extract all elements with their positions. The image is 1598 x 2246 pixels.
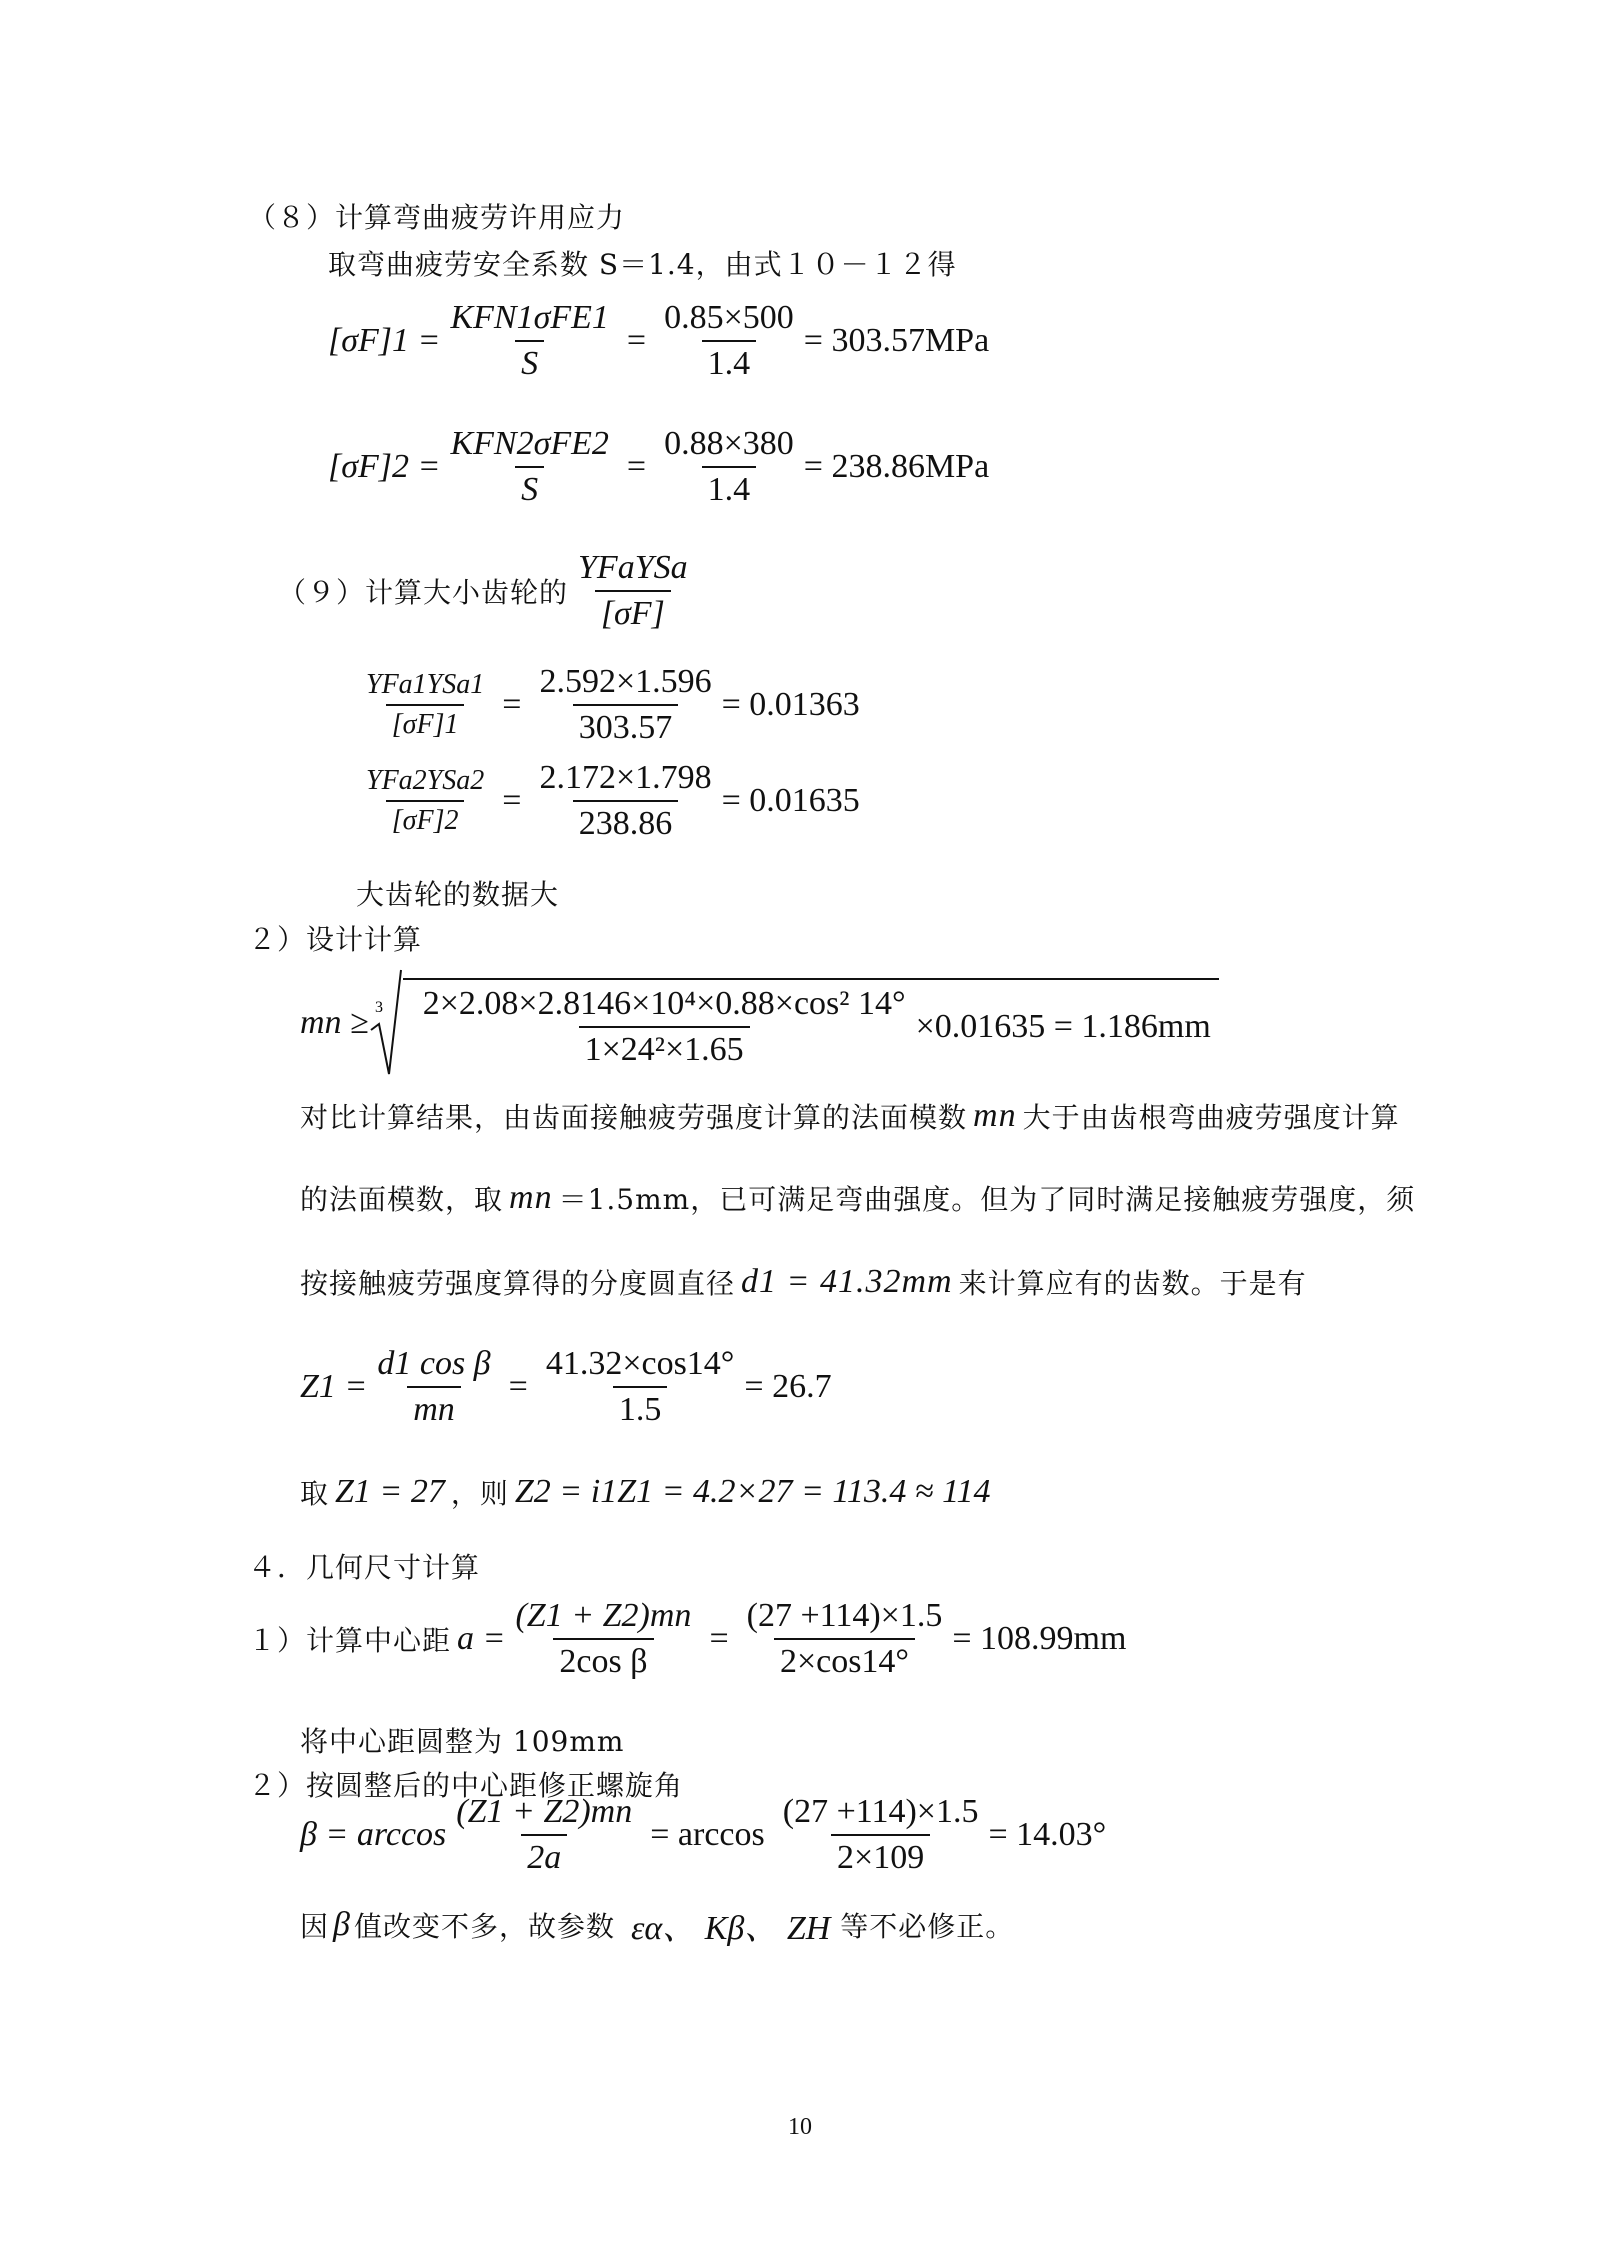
- numerator: (27 +114)×1.5: [782, 1793, 979, 1830]
- params: εα、 Kβ、 ZH: [630, 1910, 831, 1947]
- numerator: 2.172×1.798: [539, 759, 712, 796]
- math: Z1 = 27: [335, 1473, 445, 1510]
- formula-lhs: Z1 =: [300, 1367, 368, 1405]
- equals: =: [626, 447, 647, 485]
- numerator: d1 cos β: [377, 1345, 491, 1382]
- fraction: [533, 760, 717, 841]
- formula-lhs: a =: [457, 1619, 506, 1657]
- cube-root: [369, 968, 1219, 1078]
- denominator: [σF]2: [386, 800, 465, 835]
- formula-lhs: mn ≥: [300, 1004, 369, 1041]
- heading-text: （９）计算大小齿轮的: [278, 575, 569, 609]
- page-number: 10: [788, 2114, 812, 2140]
- equals: =: [502, 781, 522, 819]
- center-distance-line: [248, 1598, 1126, 1679]
- fraction: [658, 426, 800, 507]
- text: 的法面模数，取: [300, 1183, 504, 1216]
- radicand: [403, 978, 1219, 1067]
- fraction: [360, 766, 490, 835]
- denominator: 2×cos14°: [774, 1638, 915, 1680]
- text: 取: [300, 1477, 330, 1510]
- text: 来计算应有的齿数。于是有: [958, 1267, 1307, 1300]
- numerator: 41.32×cos14°: [545, 1345, 735, 1382]
- numerator: YFaYSa: [578, 549, 688, 586]
- denominator: [σF]: [595, 590, 671, 632]
- symbol-mn: mn: [509, 1179, 553, 1216]
- equals: =: [508, 1367, 528, 1405]
- fraction: [658, 300, 800, 381]
- safety-factor-line: 取弯曲疲劳安全系数 S＝1.4，由式１０－１２得: [328, 248, 957, 281]
- formula-z1: [300, 1346, 832, 1427]
- text: 值改变不多，故参数: [353, 1909, 615, 1943]
- symbol-mn: mn: [973, 1097, 1017, 1134]
- fraction: [741, 1598, 949, 1679]
- radical-sign: [369, 968, 403, 1078]
- formula-result: = 0.01363: [721, 685, 860, 723]
- numerator: (Z1 + Z2)mn: [456, 1793, 633, 1830]
- formula-result: = 14.03°: [988, 1815, 1107, 1853]
- formula-beta: [300, 1794, 1106, 1875]
- text: １）计算中心距: [248, 1623, 452, 1657]
- text: 大于由齿根弯曲疲劳强度计算: [1022, 1101, 1400, 1134]
- paragraph-line-3: [300, 1262, 1307, 1302]
- text: 按接触疲劳强度算得的分度圆直径: [300, 1267, 736, 1300]
- denominator: mn: [407, 1386, 461, 1428]
- denominator: S: [515, 466, 544, 508]
- fraction: [360, 670, 490, 739]
- formula-result: ×0.01635 = 1.186mm: [915, 1008, 1211, 1045]
- design-formula: [300, 968, 1219, 1078]
- denominator: 1.5: [613, 1386, 668, 1428]
- paragraph-line-2: [300, 1178, 1415, 1218]
- denominator: 2a: [521, 1834, 567, 1876]
- geometry-heading: ４．几何尺寸计算: [248, 1551, 481, 1584]
- formula-lhs: [σF]2 =: [328, 447, 441, 485]
- symbol-beta: β: [333, 1905, 350, 1943]
- equals: =: [502, 685, 522, 723]
- denominator: S: [515, 340, 544, 382]
- design-heading: ２）设计计算: [248, 923, 423, 956]
- text: 对比计算结果，由齿面接触疲劳强度计算的法面模数: [300, 1101, 968, 1134]
- fraction: [777, 1794, 985, 1875]
- text: ＝1.5mm，已可满足弯曲强度。但为了同时满足接触疲劳强度，须: [558, 1183, 1416, 1216]
- formula-lhs: [σF]1 =: [328, 321, 441, 359]
- numerator: 2×2.08×2.8146×10⁴×0.88×cos² 14°: [422, 985, 906, 1023]
- fraction: [444, 300, 614, 381]
- numerator: 0.88×380: [664, 425, 794, 462]
- take-z-line: [300, 1472, 997, 1512]
- denominator: 238.86: [573, 800, 679, 842]
- fraction: [371, 1346, 496, 1427]
- note-line: [300, 1900, 1014, 1949]
- numerator: YFa2YSa2: [366, 765, 485, 797]
- fraction: [450, 1794, 638, 1875]
- section-8-heading: （８）计算弯曲疲劳许用应力: [248, 201, 626, 234]
- equals: = arccos: [650, 1815, 765, 1853]
- denominator: 1×24²×1.65: [579, 1026, 750, 1068]
- denominator: 1.4: [702, 466, 757, 508]
- denominator: [σF]1: [386, 704, 465, 739]
- formula-result: = 238.86MPa: [803, 447, 990, 485]
- text: 因: [300, 1909, 330, 1943]
- formula-sigma-f2: [328, 426, 989, 507]
- text: 等不必修正。: [840, 1909, 1015, 1943]
- root-index: 3: [374, 999, 383, 1016]
- denominator: 2cos β: [553, 1638, 653, 1680]
- formula-result: = 108.99mm: [952, 1619, 1127, 1657]
- helix-heading: ２）按圆整后的中心距修正螺旋角: [248, 1769, 684, 1802]
- numerator: 2.592×1.596: [539, 663, 712, 700]
- paragraph-line-1: [300, 1096, 1400, 1136]
- round-text: 将中心距圆整为 109mm: [300, 1725, 625, 1758]
- denominator: 2×109: [831, 1834, 930, 1876]
- section-9-heading: [278, 550, 698, 631]
- text: ，则: [450, 1477, 509, 1510]
- equals: =: [626, 321, 647, 359]
- formula-result: = 26.7: [744, 1367, 832, 1405]
- ratio-gear-2: [356, 760, 860, 841]
- fraction: [509, 1598, 697, 1679]
- fraction: [572, 550, 694, 631]
- fraction: [540, 1346, 741, 1427]
- denominator: 1.4: [702, 340, 757, 382]
- fraction: [533, 664, 717, 745]
- numerator: 0.85×500: [664, 299, 794, 336]
- numerator: YFa1YSa1: [366, 669, 485, 701]
- formula-result: = 303.57MPa: [803, 321, 990, 359]
- ratio-gear-1: [356, 664, 860, 745]
- fraction: [444, 426, 614, 507]
- formula-lhs: β = arccos: [300, 1815, 447, 1853]
- symbol-d1: d1 = 41.32mm: [741, 1263, 953, 1300]
- math: Z2 = i1Z1 = 4.2×27 = 113.4 ≈ 114: [514, 1473, 991, 1510]
- numerator: KFN1σFE1: [450, 299, 609, 336]
- numerator: KFN2σFE2: [450, 425, 609, 462]
- denominator: 303.57: [573, 704, 679, 746]
- numerator: (Z1 + Z2)mn: [515, 1597, 692, 1634]
- formula-result: = 0.01635: [721, 781, 860, 819]
- numerator: (27 +114)×1.5: [746, 1597, 943, 1634]
- formula-sigma-f1: [328, 300, 989, 381]
- conclusion-text: 大齿轮的数据大: [356, 878, 560, 911]
- fraction: [417, 986, 912, 1067]
- equals: =: [709, 1619, 729, 1657]
